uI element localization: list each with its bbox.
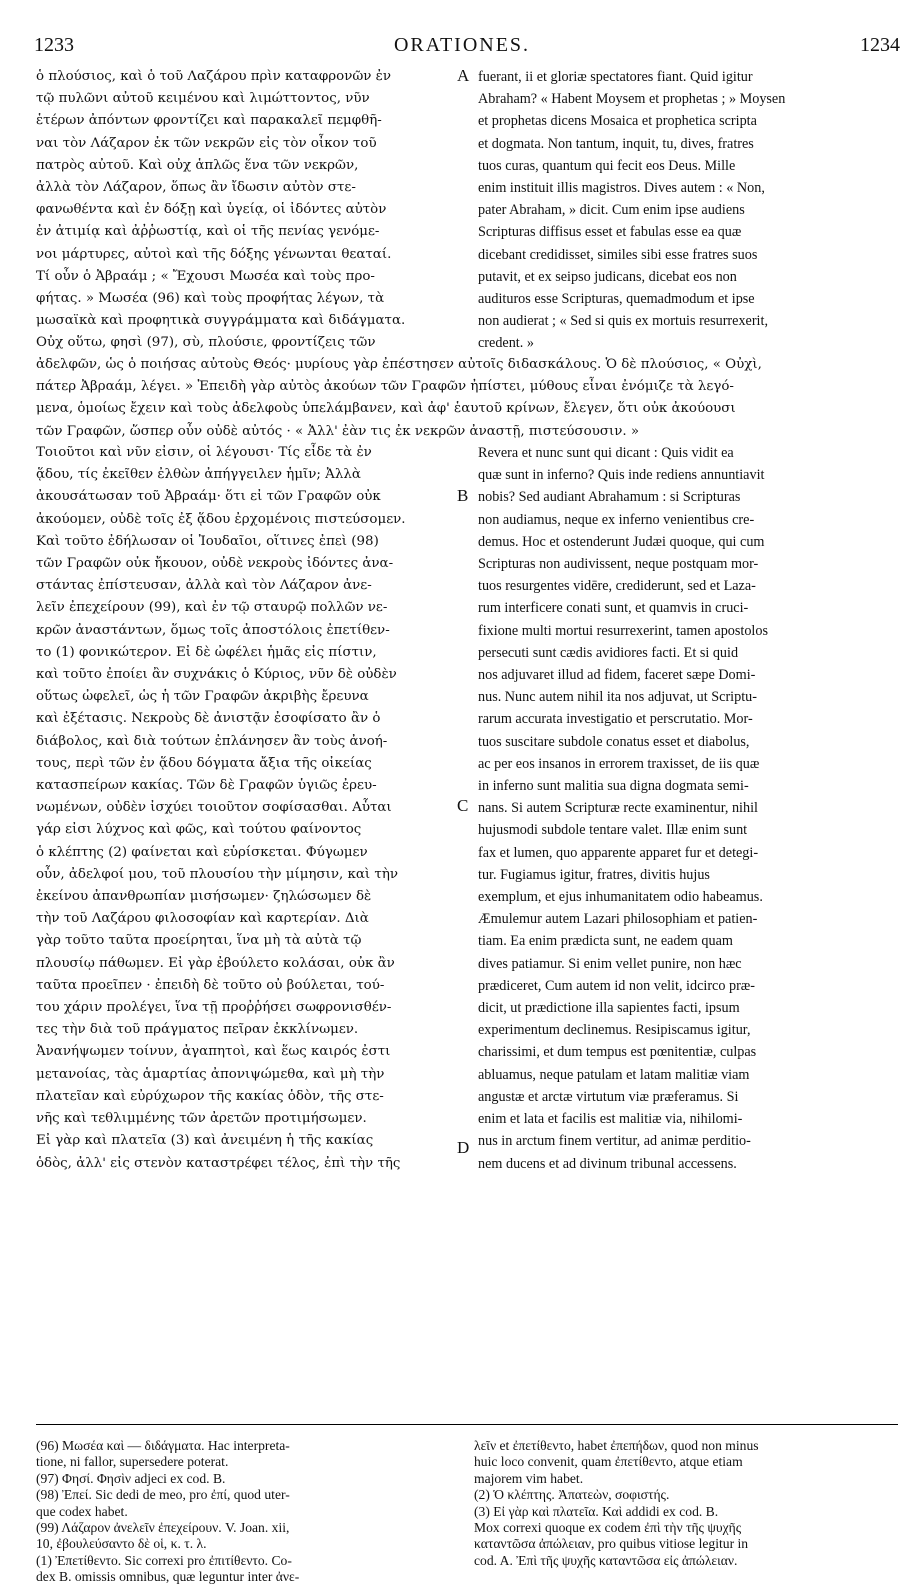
footnote-line: λεῖν et ἐπετίθεντο, habet ἐπεπήδων, quod non minus: [474, 1438, 759, 1453]
greek-text-line: ἐν ἀτιμίᾳ καὶ ἀῤῥωστίᾳ, καὶ οἱ τῆς πενίας γενόμε-: [36, 224, 380, 240]
greek-text-line: τὴν τοῦ Λαζάρου φιλοσοφίαν καὶ καρτερίαν. Διὰ: [36, 911, 369, 927]
latin-text-line: nus in arctum finem vertitur, ad animæ perditio-: [478, 1133, 751, 1150]
greek-text-line: οὕτως ὠφελεῖ, ὡς ἡ τῶν Γραφῶν ἀκριβὴς ἔρευνα: [36, 689, 369, 705]
greek-text-line: ἐκείνου ἀπανθρωπίαν μισήσωμεν· ζηλώσωμεν δὲ: [36, 889, 372, 905]
latin-text-line: fax et lumen, quo apparente apparet fur et detegi-: [478, 844, 759, 861]
latin-text-line: angustæ et arctæ virtutum viæ præferamus. Si: [478, 1088, 739, 1105]
greek-text-line: νῆς καὶ τεθλιμμένης τῶν ἀρετῶν προτιμήσωμεν.: [36, 1111, 367, 1127]
footnote-line: huic loco convenit, quam ἐπετίθεντο, atque etiam: [474, 1454, 743, 1470]
greek-text-line: νοι μάρτυρες, αὐτοὶ καὶ τῆς δόξης γένωνται θεαταί.: [36, 246, 392, 262]
greek-text-line: μενα, ὁμοίως ἔχειν καὶ τοὺς ἀδελφοὺς ὑπελάμβανεν, καὶ ἀφ' ἑαυτοῦ κρίνων, ἔλεγεν, ὅτι οὐκ ἀκούουσι: [36, 401, 736, 417]
latin-column-bottom: [478, 442, 898, 1175]
latin-column-top: [478, 66, 898, 355]
footnote-line: (96) Μωσέα καὶ — διδάγματα. Hac interpreta-: [36, 1438, 290, 1453]
greek-text-line: ἑτέρων ἀπόντων φροντίζει καὶ παρακαλεῖ πεμφθῆ-: [36, 113, 382, 129]
latin-text-line: non audiamus, neque ex inferno venientibus cre-: [478, 511, 755, 528]
latin-text-line: tuos curas, quantum qui fecit eos Deus. Mille: [478, 157, 736, 174]
footnote-rule: [36, 1424, 898, 1425]
footnote-line: (1) Ἐπετίθεντο. Sic correxi pro ἐπιτίθεντο. Co-: [36, 1552, 292, 1568]
greek-text-line: μωσαϊκὰ καὶ προφητικὰ συγγράμματα καὶ διδάγματα.: [36, 313, 406, 329]
latin-text-line: tuos suscitare subdole conatus esset et diabolus,: [478, 733, 750, 750]
margin-marker-c: C: [457, 796, 469, 815]
margin-marker-b: B: [457, 486, 469, 505]
greek-text-line: ἀδελφῶν, ὡς ὁ ποιήσας αὐτοὺς Θεός· μυρίους γὰρ ἐπέστησεν αὐτοῖς διδασκάλους. Ὁ δὲ πλούσιος, « Οὐχὶ,: [36, 357, 762, 372]
greek-text-line: ναι τὸν Λάζαρον ἐκ τῶν νεκρῶν εἰς τὸν οἶκον τοῦ: [36, 135, 377, 151]
latin-text-line: Scripturas diffisus esset et fabulas esse ea quæ: [478, 224, 742, 241]
greek-text-line: ᾅδου, τίς ἐκεῖθεν ἐλθὼν ἀπήγγειλεν ἡμῖν; Ἀλλὰ: [36, 467, 361, 483]
greek-text-line: τῷ πυλῶνι αὐτοῦ κειμένου καὶ λιμώττοντος, νῦν: [36, 91, 370, 107]
greek-text-line: Τί οὖν ὁ Ἀβραάμ ; « Ἔχουσι Μωσέα καὶ τοὺς προ-: [36, 268, 375, 284]
footnote-line: καταντῶσα ἀπώλειαν, pro quibus vitiose legitur in: [474, 1536, 749, 1552]
latin-text-line: enim et lata et facilis est malitiæ via, nihilomi-: [478, 1111, 743, 1128]
greek-full-width-passage: [36, 354, 900, 443]
latin-text-line: tiam. Ea enim prædicta sunt, ne eadem quam: [478, 933, 733, 950]
footnote-line: (2) Ὁ κλέπτης. Ἀπατεὼν, σοφιστής.: [474, 1487, 670, 1503]
latin-text-line: charissimi, et dum tempus est pœnitentiæ, culpas: [478, 1044, 757, 1061]
greek-text-line: Τοιοῦτοι καὶ νῦν εἰσιν, οἱ λέγουσι· Τίς εἶδε τὰ ἐν: [36, 445, 372, 460]
greek-text-line: ὁδὸς, ἀλλ' εἰς στενὸν καταστρέφει τέλος, ἐπὶ τὴν τῆς: [36, 1155, 401, 1171]
latin-text-line: demus. Hoc et ostenderunt Judæi quoque, qui cum: [478, 533, 765, 550]
latin-text-line: putavit, et ex seipso judicans, dicebat eos non: [478, 268, 737, 285]
latin-text-line: nem ducens et ad divinum tribunal accessens.: [478, 1155, 737, 1172]
greek-text-line: κρῶν ἀναστάντων, ὅμως τοῖς ἀποστόλοις ἐπετίθεν-: [36, 622, 390, 638]
greek-text-line: ὁ κλέπτης (2) φαίνεται καὶ εὑρίσκεται. Φύγωμεν: [36, 844, 368, 860]
greek-column-bottom: [36, 442, 456, 1175]
footnote-line: (97) Φησί. Φησὶν adjeci ex cod. B.: [36, 1470, 226, 1486]
latin-text-line: non audierat ; « Sed si quis ex mortuis resurrexerit,: [478, 313, 768, 330]
greek-text-line: φήτας. » Μωσέα (96) καὶ τοὺς προφήτας λέγων, τὰ: [36, 291, 385, 307]
latin-text-line: hujusmodi subdole tentare valet. Illæ enim sunt: [478, 822, 748, 839]
page-number-right: 1234: [860, 34, 900, 56]
latin-text-line: credent. »: [478, 335, 534, 352]
footnote-line: que codex habet.: [36, 1503, 128, 1519]
greek-text-line: τους, περὶ τῶν ἐν ᾅδου δόγματα ἄξια τῆς οἰκείας: [36, 755, 372, 771]
footnote-line: 10, ἐβουλεύσαντο δὲ οἱ, κ. τ. λ.: [36, 1536, 207, 1552]
latin-text-line: audituros esse Scripturas, quemadmodum et ipse: [478, 291, 755, 308]
margin-marker-d: D: [457, 1138, 470, 1157]
greek-column-top: [36, 66, 456, 355]
latin-text-line: Revera et nunc sunt qui dicant : Quis vidit ea: [478, 445, 734, 461]
greek-text-line: κατασπείρων κακίας. Τῶν δὲ Γραφῶν ὑγιῶς ἐρευ-: [36, 778, 377, 794]
latin-text-line: abluamus, neque patulam et latam malitiæ viam: [478, 1066, 750, 1083]
latin-text-line: nobis? Sed audiant Abrahamum : si Scripturas: [478, 489, 741, 506]
greek-text-line: πάτερ Ἀβραάμ, λέγει. » Ἐπειδὴ γὰρ αὐτὸς ἀκούων τῶν Γραφῶν ἠπίστει, μύθους εἶναι ἐνόμιζε τὰ λεγό-: [36, 379, 734, 395]
latin-text-line: pater Abraham, » dicit. Cum enim ipse audiens: [478, 202, 745, 219]
latin-text-line: nans. Si autem Scripturæ recte examinentur, nihil: [478, 800, 758, 817]
footnote-line: (3) Εἰ γὰρ καὶ πλατεῖα. Καὶ addidi ex cod. B.: [474, 1503, 719, 1519]
page-number-left: 1233: [34, 34, 74, 56]
greek-text-line: πλατεῖαν καὶ εὐρύχωρον τῆς κακίας ὁδὸν, τῆς στε-: [36, 1088, 384, 1104]
greek-text-line: ὁ πλούσιος, καὶ ὁ τοῦ Λαζάρου πρὶν καταφρονῶν ἐν: [36, 69, 391, 84]
running-title: ORATIONES.: [393, 34, 531, 56]
greek-text-line: Οὐχ οὕτω, φησὶ (97), σὺ, πλούσιε, φροντίζεις τῶν: [36, 335, 376, 351]
greek-text-line: του χάριν προλέγει, ἵνα τῇ προῤῥήσει σωφρονισθέν-: [36, 1000, 392, 1016]
latin-text-line: fixione multi mortui resurrexerint, tamen apostolos: [478, 622, 768, 639]
greek-text-line: τες τὴν διὰ τοῦ πράγματος πεῖραν ἐκκλίνωμεν.: [36, 1022, 359, 1038]
latin-text-line: quæ sunt in inferno? Quis inde rediens annuntiavit: [478, 467, 765, 484]
greek-text-line: καὶ ἐξέτασις. Νεκροὺς δὲ ἀνιστᾷν ἐσοφίσατο ἂν ὁ: [36, 711, 381, 727]
latin-text-line: Scripturas non audivissent, neque postquam mor-: [478, 556, 759, 573]
greek-text-line: τῶν Γραφῶν οὐκ ἤκουον, οὐδὲ νεκροὺς ἰδόντες ἀνα-: [36, 556, 394, 572]
latin-text-line: tur. Fugiamus igitur, fratres, divitis hujus: [478, 866, 710, 883]
latin-text-line: ac per eos insanos in errorem traxisset, de iis quæ: [478, 755, 760, 772]
greek-text-line: νωμένων, οὐδὲν ἰσχύει τοιοῦτον σοφίσασθαι. Αὗται: [36, 800, 392, 816]
greek-text-line: φανωθέντα καὶ ἐν δόξῃ καὶ ὑγείᾳ, οἱ ἰδόντες αὐτὸν: [36, 202, 387, 218]
greek-text-line: ἀκουσάτωσαν τοῦ Ἀβραάμ· ὅτι εἰ τῶν Γραφῶν οὐκ: [36, 489, 381, 505]
latin-text-line: prædiceret, Cum autem id non velit, idcirco præ-: [478, 977, 755, 994]
latin-text-line: et dogmata. Non tantum, inquit, tu, dives, fratres: [478, 135, 754, 152]
greek-text-line: πατρὸς αὐτοῦ. Καὶ οὐχ ἁπλῶς ἕνα τῶν νεκρῶν,: [36, 157, 359, 173]
latin-text-line: in inferno sunt malitia sua digna dogmata semi-: [478, 778, 749, 795]
greek-text-line: Καὶ τοῦτο ἐδήλωσαν οἱ Ἰουδαῖοι, οἵτινες ἐπεὶ (98): [36, 533, 379, 549]
margin-marker-a: A: [457, 66, 470, 85]
greek-text-line: ἀκούομεν, οὐδὲ τοῖς ἐξ ᾅδου ἐρχομένοις πιστεύσομεν.: [36, 511, 406, 527]
greek-text-line: πλουσίῳ πάθωμεν. Εἰ γὰρ ἐβούλετο κολάσαι, οὐκ ἂν: [36, 955, 395, 971]
latin-text-line: nus. Nunc autem nihil ita nos adjuvat, ut Scriptu-: [478, 689, 757, 706]
footnotes-left: [36, 1438, 460, 1586]
footnote-line: (98) Ἐπεί. Sic dedi de meo, pro ἐπί, quod uter-: [36, 1487, 290, 1503]
greek-text-line: καὶ τοῦτο ἐποίει ἂν συχνάκις ὁ Κύριος, νῦν δὲ οὐδὲν: [36, 667, 397, 683]
latin-text-line: rum interficere conati sunt, et quamvis in cruci-: [478, 600, 749, 617]
greek-text-line: γάρ εἰσι λύχνος καὶ φῶς, καὶ τούτου φαίνοντος: [36, 822, 362, 838]
greek-text-line: λεῖν ἐπεχείρουν (99), καὶ ἐν τῷ σταυρῷ πολλῶν νε-: [36, 600, 388, 616]
greek-text-line: γὰρ τοῦτο ταῦτα προείρηται, ἵνα μὴ τὰ αὐτὰ τῷ: [36, 933, 362, 949]
latin-text-line: tuos resurgentes vidēre, crediderunt, sed et Laza-: [478, 578, 756, 595]
greek-text-line: οὖν, ἀδελφοί μου, τοῦ πλουσίου τὴν μίμησιν, καὶ τὴν: [36, 866, 398, 882]
footnote-line: tione, ni fallor, supersedere poterat.: [36, 1454, 229, 1470]
latin-text-line: dives patiamur. Si enim vellet punire, non hæc: [478, 955, 742, 972]
footnote-line: (99) Λάζαρον ἀνελεῖν ἐπεχείρουν. V. Joan. xii,: [36, 1520, 290, 1536]
greek-text-line: τῶν Γραφῶν, ὥσπερ οὖν οὐδὲ αὐτός · « Ἀλλ' ἐὰν τις ἐκ νεκρῶν ἀναστῇ, πιστεύσουσιν. »: [36, 423, 640, 439]
footnotes-right: [474, 1438, 900, 1569]
greek-text-line: Εἰ γὰρ καὶ πλατεῖα (3) καὶ ἀνειμένη ἡ τῆς κακίας: [36, 1133, 374, 1149]
greek-text-line: ἀλλὰ τὸν Λάζαρον, ὅπως ἂν ἴδωσιν αὐτὸν στε-: [36, 180, 356, 196]
latin-text-line: nos adjuvaret illud ad fidem, faceret sæpe Domi-: [478, 667, 756, 684]
latin-text-line: rarum accurata investigatio et perscrutatio. Mor-: [478, 711, 753, 728]
greek-text-line: στάντας ἐπίστευσαν, ἀλλὰ καὶ τὸν Λάζαρον ἀνε-: [36, 578, 372, 594]
footnote-line: majorem vim habet.: [474, 1470, 584, 1486]
footnote-line: cod. A. Ἐπὶ τῆς ψυχῆς καταντῶσα εἰς ἀπώλειαν.: [474, 1552, 738, 1568]
greek-text-line: ταῦτα προεῖπεν · ἐπειδὴ δὲ τοῦτο οὐ βούλεται, τού-: [36, 977, 385, 993]
latin-text-line: persecuti sunt cædis avidiores facti. Et si quid: [478, 644, 739, 661]
greek-text-line: Ἀνανήψωμεν τοίνυν, ἀγαπητοὶ, καὶ ἕως καιρός ἐστι: [36, 1044, 391, 1060]
latin-text-line: exemplum, et ejus inhumanitatem odio habeamus.: [478, 889, 763, 906]
latin-text-line: et prophetas dicens Mosaica et prophetica scripta: [478, 113, 757, 130]
latin-text-line: enim instituit illis magistros. Dives autem : « Non,: [478, 180, 765, 197]
latin-text-line: dicebant credidisset, similes sibi esse fratres suos: [478, 246, 758, 263]
latin-text-line: Æmulemur autem Lazari philosophiam et patien-: [478, 911, 758, 928]
latin-text-line: fuerant, ii et gloriæ spectatores fiant. Quid igitur: [478, 69, 753, 85]
latin-text-line: Abraham? « Habent Moysem et prophetas ; » Moysen: [478, 91, 786, 108]
footnote-line: Mox correxi quoque ex codem ἐπὶ τὴν τῆς ψυχῆς: [474, 1520, 742, 1536]
latin-text-line: dicit, ut prædictione illa sapientes facti, ipsum: [478, 1000, 740, 1017]
greek-text-line: διάβολος, καὶ διὰ τούτων ἐπλάνησεν ἂν τοὺς ἀνοή-: [36, 733, 388, 749]
latin-text-line: experimentum declinemus. Resipiscamus igitur,: [478, 1022, 751, 1039]
footnote-line: dex B. omissis omnibus, quæ leguntur inter ἀνε-: [36, 1569, 300, 1585]
greek-text-line: το (1) φονικώτερον. Εἰ δὲ ὠφέλει ἡμᾶς εἰς πίστιν,: [36, 644, 377, 660]
greek-text-line: μετανοίας, τὰς ἁμαρτίας ἀπονιψώμεθα, καὶ μὴ τὴν: [36, 1066, 385, 1082]
